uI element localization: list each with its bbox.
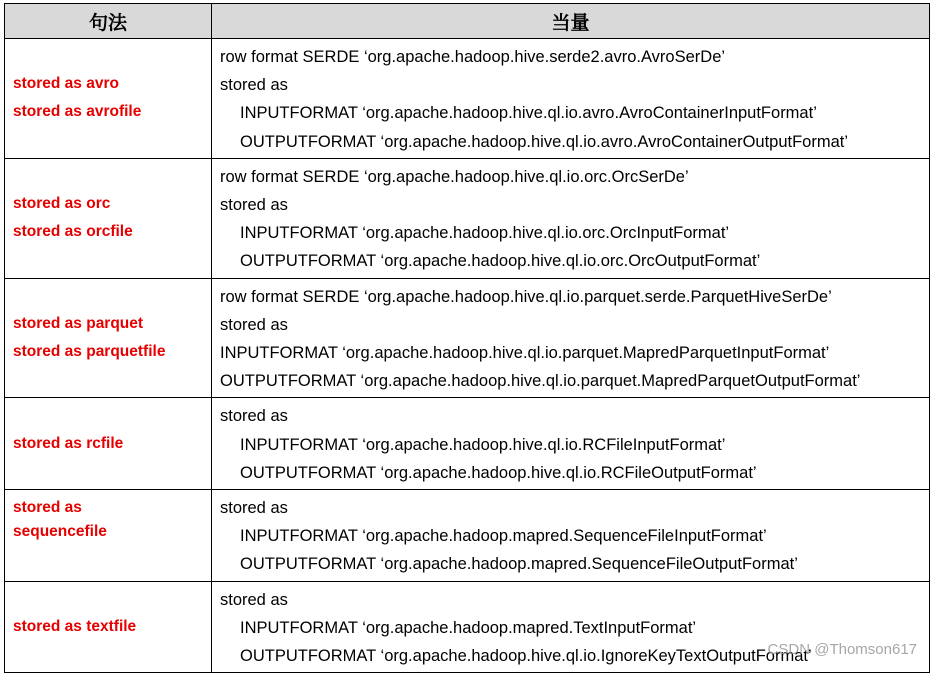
equivalent-line: stored as: [220, 196, 288, 215]
equivalent-line: INPUTFORMAT ‘org.apache.hadoop.mapred.TextInputFormat’: [240, 618, 697, 637]
table-row: [5, 398, 930, 490]
syntax-cell: [5, 278, 212, 398]
equivalent-line: OUTPUTFORMAT ‘org.apache.hadoop.hive.ql.io.RCFileOutputFormat’: [240, 463, 757, 482]
syntax-cell: [5, 398, 212, 490]
hive-storage-format-table: [4, 3, 930, 673]
syntax-line: stored as rcfile: [13, 434, 124, 452]
syntax-line: stored as parquetfile: [13, 343, 166, 361]
equivalent-line: OUTPUTFORMAT ‘org.apache.hadoop.hive.ql.io.parquet.MapredParquetOutputFormat’: [220, 372, 861, 391]
equivalent-cell: [212, 490, 930, 582]
equivalent-line: OUTPUTFORMAT ‘org.apache.hadoop.mapred.SequenceFileOutputFormat’: [240, 555, 798, 574]
equivalent-line: INPUTFORMAT ‘org.apache.hadoop.hive.ql.io.avro.AvroContainerInputFormat’: [240, 104, 817, 123]
syntax-cell: [5, 490, 212, 582]
equivalent-line: row format SERDE ‘org.apache.hadoop.hive.ql.io.orc.OrcSerDe’: [220, 167, 689, 186]
syntax-line: sequencefile: [13, 523, 107, 541]
syntax-line: stored as textfile: [13, 617, 137, 635]
equivalent-cell: [212, 39, 930, 159]
header-equivalent: 当量: [212, 4, 930, 39]
equivalent-line: INPUTFORMAT ‘org.apache.hadoop.mapred.SequenceFileInputFormat’: [240, 527, 767, 546]
equivalent-line: stored as: [220, 76, 288, 95]
table-row: [5, 39, 930, 159]
syntax-line: stored as: [13, 499, 82, 517]
syntax-cell: [5, 39, 212, 159]
watermark: CSDN @Thomson617: [767, 641, 917, 658]
equivalent-cell: [212, 278, 930, 398]
equivalent-line: OUTPUTFORMAT ‘org.apache.hadoop.hive.ql.io.IgnoreKeyTextOutputFormat’: [240, 647, 812, 666]
table-row: [5, 278, 930, 398]
equivalent-line: stored as: [220, 407, 288, 426]
equivalent-line: stored as: [220, 315, 288, 334]
syntax-line: stored as orcfile: [13, 223, 133, 241]
equivalent-line: row format SERDE ‘org.apache.hadoop.hive.serde2.avro.AvroSerDe’: [220, 48, 726, 66]
header-syntax: 句法: [5, 4, 212, 39]
equivalent-cell: [212, 398, 930, 490]
syntax-line: stored as parquet: [13, 315, 144, 333]
header-row: [5, 4, 930, 39]
equivalent-line: OUTPUTFORMAT ‘org.apache.hadoop.hive.ql.io.orc.OrcOutputFormat’: [240, 252, 761, 271]
equivalent-line: INPUTFORMAT ‘org.apache.hadoop.hive.ql.io.orc.OrcInputFormat’: [240, 224, 730, 243]
syntax-line: stored as orc: [13, 195, 111, 213]
equivalent-line: OUTPUTFORMAT ‘org.apache.hadoop.hive.ql.io.avro.AvroContainerOutputFormat’: [240, 132, 849, 151]
equivalent-line: row format SERDE ‘org.apache.hadoop.hive.ql.io.parquet.serde.ParquetHiveSerDe’: [220, 287, 832, 306]
syntax-line: stored as avro: [13, 75, 119, 93]
table-row: [5, 490, 930, 582]
equivalent-line: stored as: [220, 499, 288, 518]
equivalent-cell: [212, 158, 930, 278]
equivalent-cell: [212, 581, 930, 673]
table-row: [5, 158, 930, 278]
syntax-cell: [5, 158, 212, 278]
table-row: [5, 581, 930, 673]
equivalent-line: INPUTFORMAT ‘org.apache.hadoop.hive.ql.io.parquet.MapredParquetInputFormat’: [220, 344, 830, 363]
equivalent-line: INPUTFORMAT ‘org.apache.hadoop.hive.ql.io.RCFileInputFormat’: [240, 435, 726, 454]
syntax-cell: [5, 581, 212, 673]
syntax-line: stored as avrofile: [13, 103, 142, 121]
equivalent-line: stored as: [220, 590, 288, 609]
